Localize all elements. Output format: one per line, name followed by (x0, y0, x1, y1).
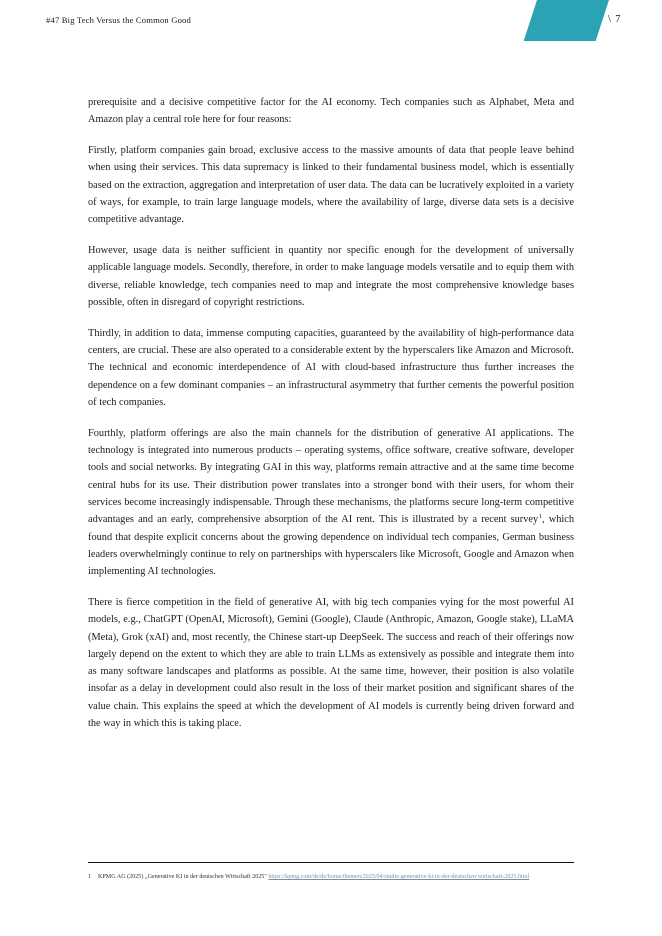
paragraph-fourthly-text-after-footnote: , which found that despite explicit concerns about the growing dependence on individual tech companies, German business leaders overwhelmingly continue to rely on partnerships with hyperscalers like Microsoft, Google and Amazon when implementing AI technologies. (88, 514, 575, 578)
footnote-reference-marker[interactable]: 1 (538, 512, 542, 520)
paragraph-secondly: However, usage data is neither sufficient in quantity nor specific enough for the development of universally applicable language models. Secondly, therefore, in order to make language models versatile and to equip them with diverse, reliable knowledge, tech companies need to map and integrate the most comprehensive knowledge bases possible, often in disregard of copyright restrictions. (88, 245, 574, 308)
paragraph-intro: prerequisite and a decisive competitive factor for the AI economy. Tech companies such as Alphabet, Meta and Amazon play a central role here for four reasons: (88, 97, 574, 126)
paragraph-firstly: Firstly, platform companies gain broad, exclusive access to the massive amounts of data that people leave behind when using their services. This data supremacy is linked to their fundamental business model, which is essentially based on the extraction, aggregation and interpretation of user data. The data can be lucratively exploited in a variety of ways, for example, to train large language models, where the availability of large, diverse data sets is a decisive competitive advantage. (88, 145, 574, 226)
footnote-section (88, 862, 574, 882)
accent-parallelogram-decoration (524, 0, 609, 41)
paragraph-competition: There is fierce competition in the field of generative AI, with big tech companies vying for the most powerful AI models, e.g., ChatGPT (OpenAI, Microsoft), Gemini (Google), Claude (Anthropic, Amazon, Google stake), LLaMA (Meta), Grok (xAI) and, most recently, the Chinese start-up DeepSeek. The success and reach of their offerings now largely depend on the extent to which they are able to train LLMs as extensively as possible and integrate them into as many software landscapes and platforms as possible. At the same time, however, their position is also volatile insofar as a delay in development could also result in the loss of their market position and significant shares of the value chain. This explains the speed at which the development of AI models is currently being driven forward and the way in which this is taking place. (88, 596, 574, 729)
paragraph-thirdly: Thirdly, in addition to data, immense computing capacities, guaranteed by the availability of high-performance data centers, are crucial. These are also operated to a considerable extent by the hyperscalers like Amazon and Microsoft. The technical and economic interdependence of AI with cloud-based infrastructure thus further increases the dependence on a few dominant companies – an infrastructural asymmetry that further cements the powerful position of tech companies. (88, 327, 574, 408)
footnote-citation-text: KPMG AG (2025) „Generative KI in der deutschen Wirtschaft 2025" (98, 874, 269, 880)
document-body (88, 94, 574, 732)
paragraph-fourthly-text-before-footnote: Fourthly, platform offerings are also the main channels for the distribution of generative AI applications. The technology is integrated into numerous products – operating systems, office software, creative software, developer tools and social networks. By integrating GAI in this way, platforms remain attractive and at the same time become central hubs for its use. Their distribution power translates into a stronger bond with their users, for whom their services become increasingly indispensable. Through these mechanisms, the platforms secure long-term competitive advantages and an early, comprehensive absorption of the AI rent. This is illustrated by a recent survey (88, 427, 574, 526)
page-title: #47 Big Tech Versus the Common Good (46, 15, 191, 25)
footnote-source-link[interactable]: https://kpmg.com/de/de/home/themen/2025/04/studie-generative-ki-in-der-deutschen-wirtschaft-2025.html (268, 874, 530, 880)
footnote-number: 1 (88, 874, 92, 880)
page-header (0, 0, 662, 48)
footnote-content (98, 873, 574, 882)
footnote-item (88, 873, 574, 882)
paragraph-fourthly (88, 425, 574, 581)
page-number: \ 7 (608, 14, 622, 25)
footnote-divider (88, 862, 574, 863)
